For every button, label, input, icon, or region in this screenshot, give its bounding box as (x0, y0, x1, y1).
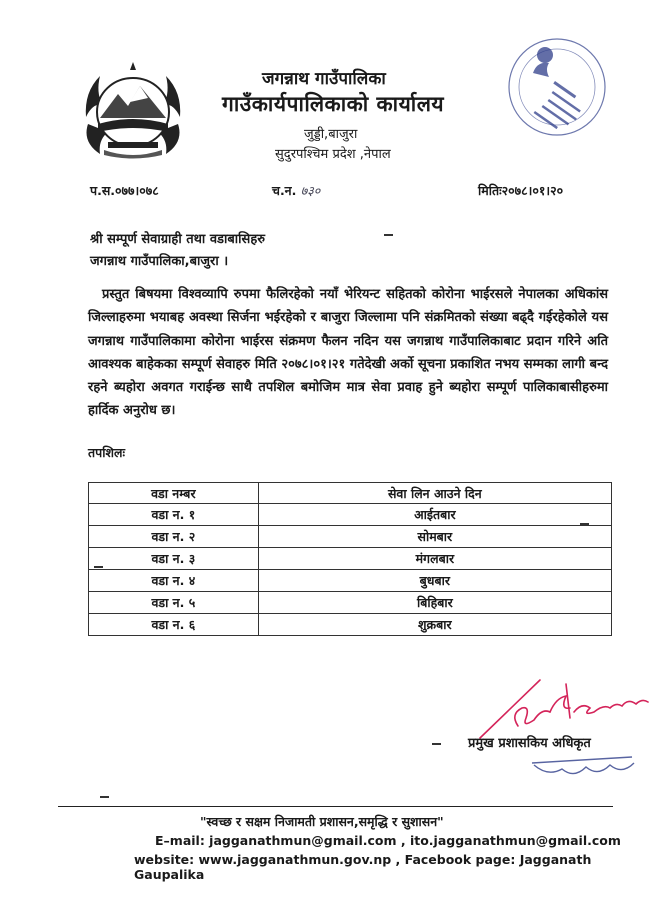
reference-ps: प.स.०७७।०७८ (90, 183, 159, 198)
scan-speck (580, 523, 589, 525)
table-row (89, 548, 612, 570)
footer-email: E–mail: jagganathmun@gmail.com , ito.jagganathmun@gmail.com (155, 833, 621, 848)
reference-date-label: मितिः (478, 183, 502, 198)
ward-cell: वडा न. ६ (89, 614, 259, 636)
ward-cell: वडा न. २ (89, 526, 259, 548)
day-cell: आईतबार (258, 504, 611, 526)
tapasil-label: तपशिलः (88, 445, 125, 460)
column-header-ward: वडा नम्बर (89, 483, 259, 504)
table-row (89, 614, 612, 636)
table-row (89, 592, 612, 614)
office-province: सुदुरपश्चिम प्रदेश ,नेपाल (275, 147, 391, 162)
day-cell: मंगलबार (258, 548, 611, 570)
day-cell: शुक्रबार (258, 614, 611, 636)
reference-date-value: २०७८।०१।२० (501, 183, 564, 198)
day-cell: बुधबार (258, 570, 611, 592)
day-cell: बिहिबार (258, 592, 611, 614)
table-header-row (89, 483, 612, 504)
column-header-service-day: सेवा लिन आउने दिन (258, 483, 611, 504)
ward-cell: वडा न. ४ (89, 570, 259, 592)
footer-website: website: www.jagganathmun.gov.np , Facebook page: Jagganath Gaupalika (134, 852, 592, 882)
office-name: गाउँकार्यपालिकाको कार्यालय (222, 92, 445, 116)
footer-divider (58, 806, 613, 807)
signatory-title: प्रमुख प्रशासकिय अधिकृत (468, 736, 591, 751)
office-stamp-top (505, 35, 610, 140)
ward-schedule-table (88, 482, 612, 636)
scan-speck (94, 566, 103, 568)
table-row (89, 526, 612, 548)
municipality-name: जगन्नाथ गाउँपालिका (262, 69, 386, 89)
footer-motto: "स्वच्छ र सक्षम निजामती प्रशासन,समृद्धि र सुशासन" (200, 814, 444, 829)
ward-cell: वडा न. ३ (89, 548, 259, 570)
office-location: जुड्डी,बाजुरा (304, 127, 358, 142)
signatory-stamp (528, 755, 638, 785)
nepal-emblem-logo (78, 62, 188, 162)
ward-cell: वडा न. १ (89, 504, 259, 526)
scan-speck (100, 796, 109, 798)
reference-cn (272, 182, 320, 199)
notice-body: प्रस्तुत बिषयमा विश्वव्यापि रुपमा फैलिरहेको नयाँ भेरियन्ट सहितको कोरोना भाईरसले नेपालका अधिकांस जिल्लाहरुमा भयाबह अवस्था सिर्जना भईरहेको र बाजुरा जिल्लामा पनि संक्रमितको संख्या बढ्दै गईरहेकोले यस जगन्नाथ गाउँपालिकामा कोरोना भाईरस संक्रमण फैलन नदिन यस जगन्नाथ गाउँपालिकाबाट प्रदान गरिने अति आवश्यक बाहेकका सम्पूर्ण सेवाहरु मिति २०७८।०१।२१ गतेदेखी अर्को सूचना प्रकाशित नभय सम्मका लागी बन्द रहने ब्यहोरा अवगत गराईन्छ साथै तपशिल बमोजिम मात्र सेवा प्रवाह हुने ब्यहोरा सम्पूर्ण पालिकाबासीहरुमा हार्दिक अनुरोध छ। (88, 287, 608, 419)
ward-cell: वडा न. ५ (89, 592, 259, 614)
reference-date (478, 182, 563, 199)
addressee-line-2: जगन्नाथ गाउँपालिका,बाजुरा । (90, 254, 229, 269)
table-row (89, 504, 612, 526)
day-cell: सोमबार (258, 526, 611, 548)
reference-cn-value: ७३० (300, 183, 321, 198)
addressee-line-1: श्री सम्पूर्ण सेवाग्राही तथा वडाबासिहरु (90, 232, 266, 247)
table-row (89, 570, 612, 592)
reference-cn-label: च.न. (272, 183, 297, 198)
scan-speck (432, 743, 441, 745)
scan-speck (384, 234, 393, 236)
